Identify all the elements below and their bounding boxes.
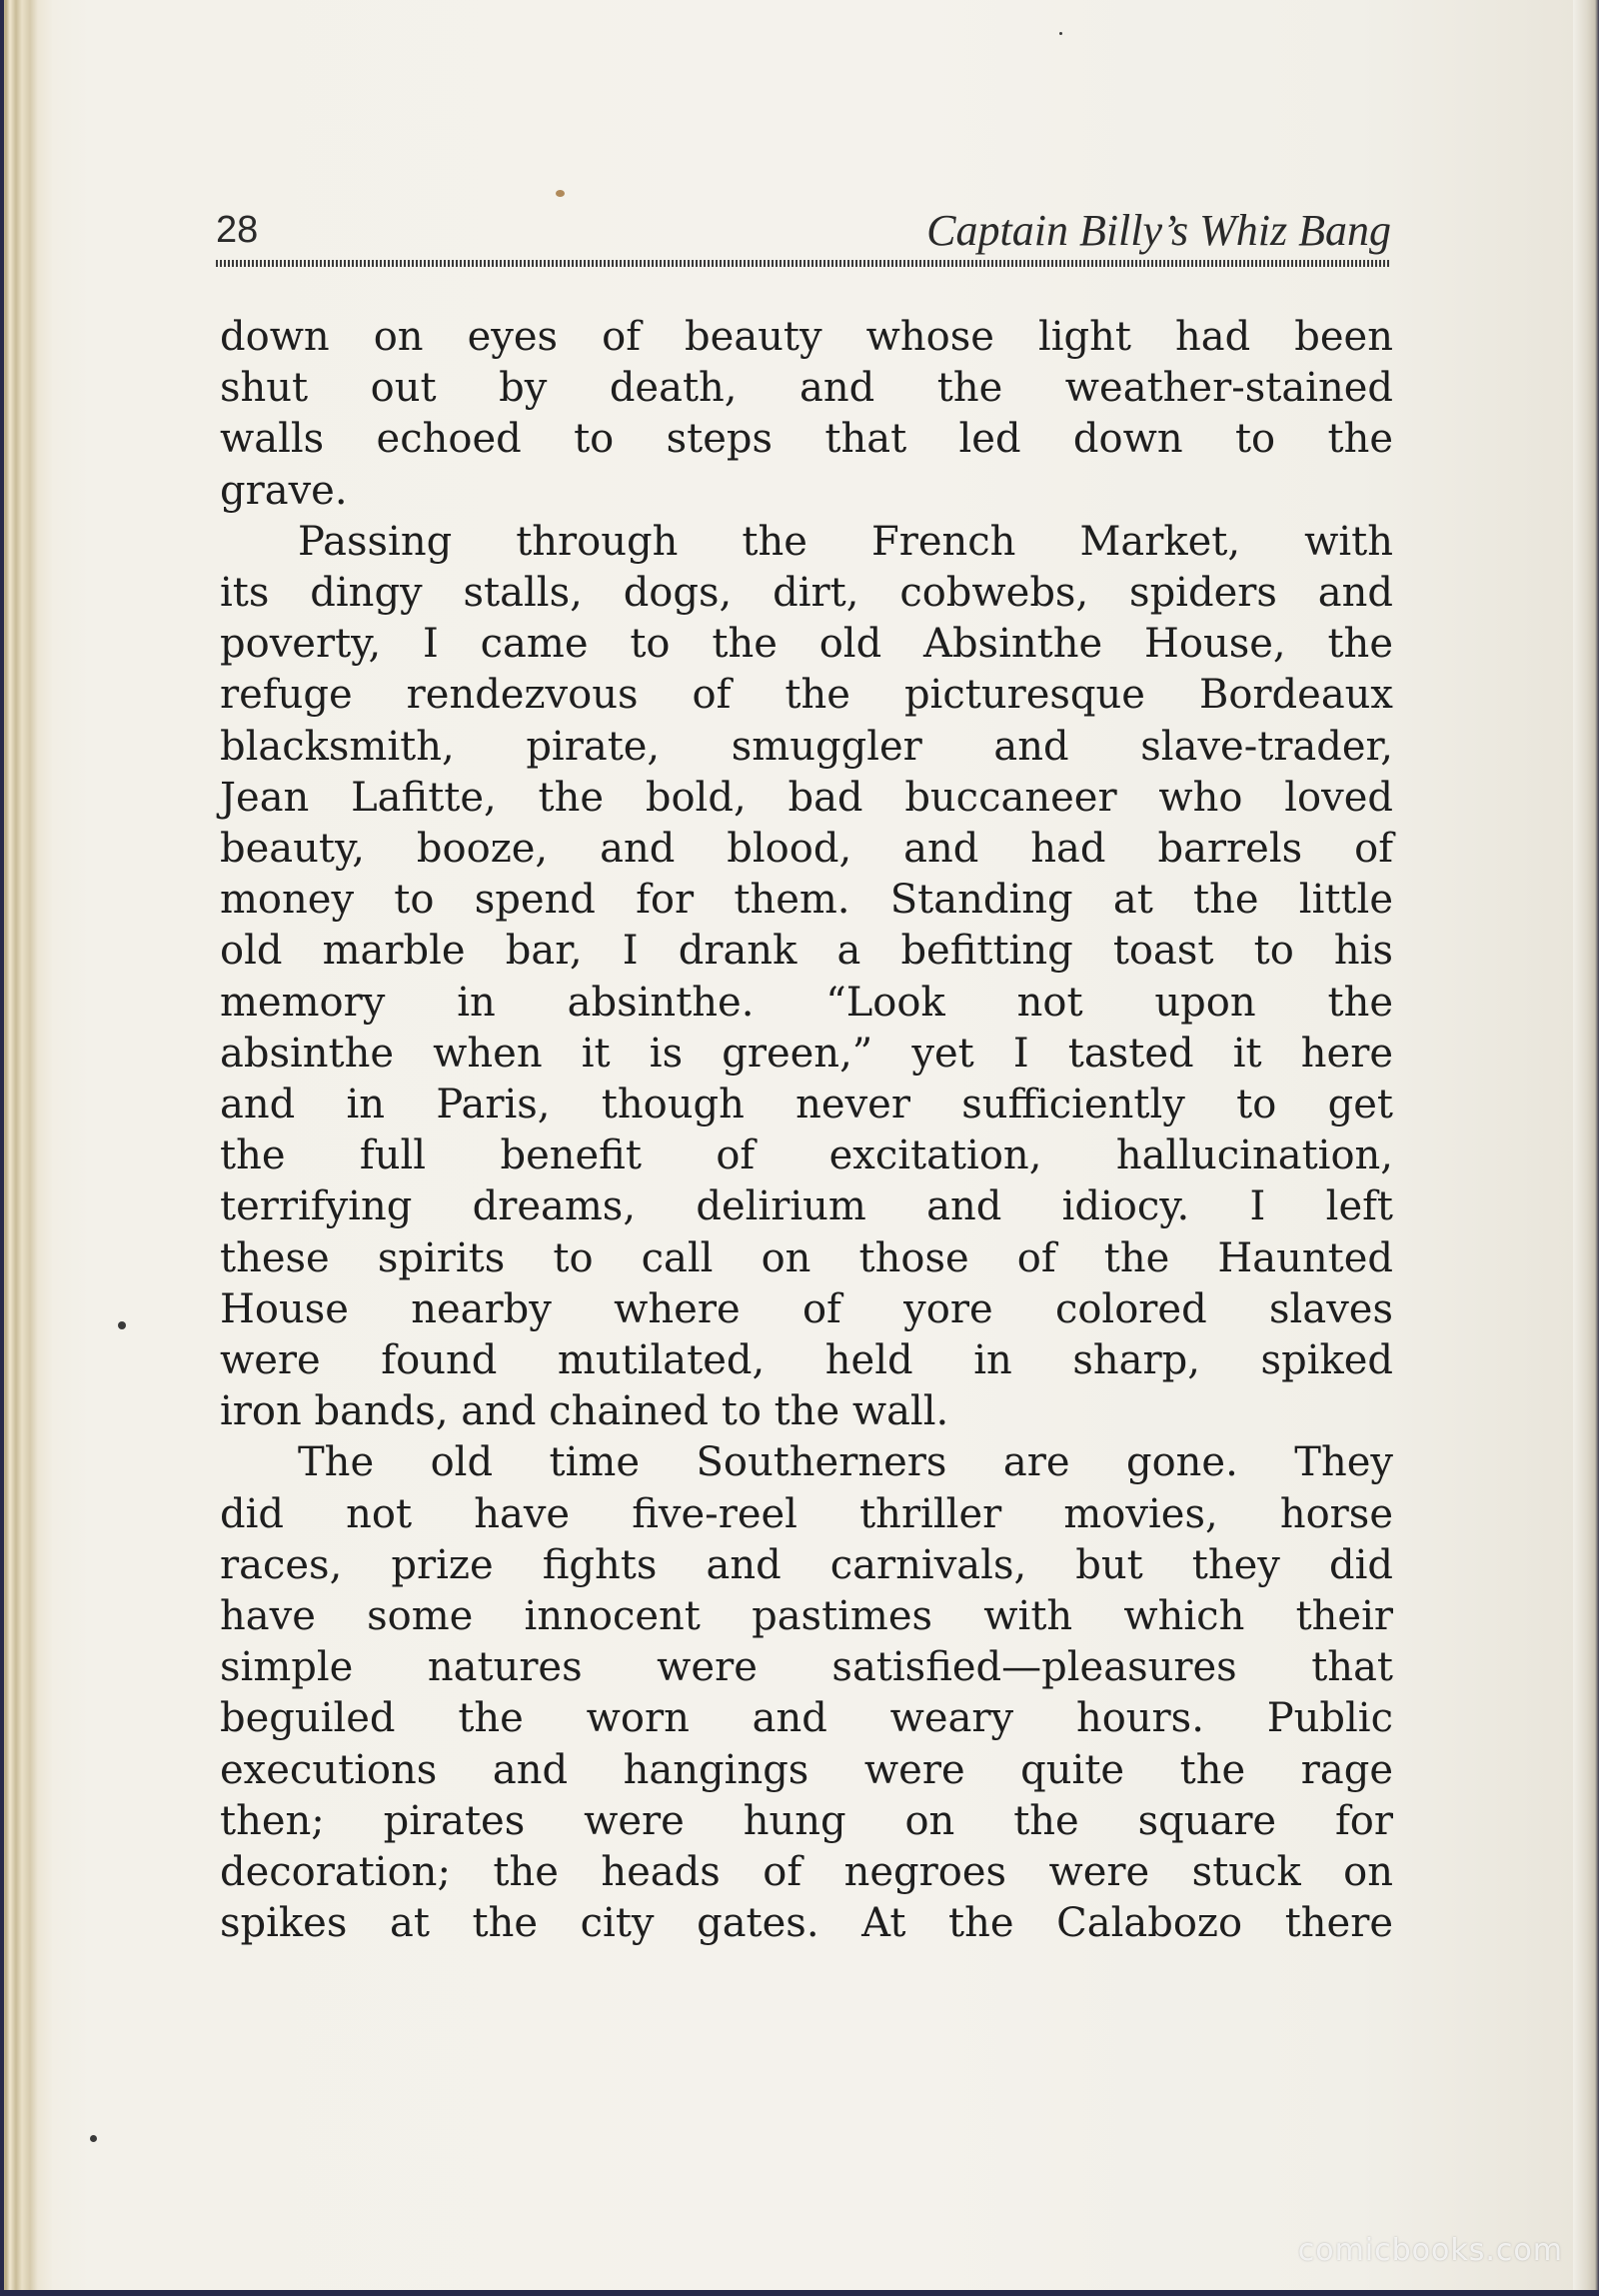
text-line: did not have five-reel thriller movies, horse [220,1490,1393,1537]
page-right-edge [1573,0,1599,2296]
text-line: then; pirates were hung on the square for [220,1797,1393,1844]
text-line: iron bands, and chained to the wall. [220,1388,949,1435]
page-header [216,200,1391,256]
text-line: shut out by death, and the weather-stained [220,365,1393,412]
text-line: House nearby where of yore colored slaves [220,1285,1393,1332]
text-line: old marble bar, I drank a befitting toast to his [220,928,1393,975]
header-rule [216,260,1391,267]
text-line: executions and hangings were quite the rage [220,1746,1393,1793]
text-line: terrifying dreams, delirium and idiocy. I left [220,1183,1393,1230]
text-line: and in Paris, though never sufficiently to get [220,1082,1393,1129]
text-line: beauty, booze, and blood, and had barrels of [220,826,1393,873]
page-spine-shadow [0,0,52,2296]
text-line: Jean Lafitte, the bold, bad buccaneer who loved [220,774,1393,821]
text-line: refuge rendezvous of the picturesque Bordeaux [220,672,1393,719]
text-line: were found mutilated, held in sharp, spiked [220,1337,1393,1384]
text-line: the full benefit of excitation, hallucination, [220,1133,1393,1179]
text-line: Passing through the French Market, with [298,518,1393,565]
ink-speck [118,1321,126,1329]
text-line: decoration; the heads of negroes were stuck on [220,1849,1393,1896]
text-line: these spirits to call on those of the Haunted [220,1234,1393,1281]
text-line: blacksmith, pirate, smuggler and slave-trader, [220,723,1393,770]
text-line: The old time Southerners are gone. They [298,1439,1393,1486]
text-line: down on eyes of beauty whose light had been [220,314,1393,360]
text-line: memory in absinthe. “Look not upon the [220,979,1393,1026]
running-title: Captain Billy’s Whiz Bang [926,206,1391,255]
text-line: races, prize fights and carnivals, but they did [220,1541,1393,1588]
text-line: have some innocent pastimes with which their [220,1593,1393,1640]
body-text [220,312,1393,1950]
text-line: poverty, I came to the old Absinthe House, the [220,621,1393,668]
ink-speck [1059,32,1062,35]
text-line: spikes at the city gates. At the Calabozo there [220,1900,1393,1947]
text-line: its dingy stalls, dogs, dirt, cobwebs, spiders and [220,570,1393,617]
ink-speck [556,190,565,197]
text-line: simple natures were satisfied—pleasures that [220,1644,1393,1691]
page-binding-edge [0,0,4,2296]
watermark: comicbooks.com [1297,2233,1563,2268]
ink-speck [90,2135,97,2142]
text-line: absinthe when it is green,” yet I tasted it here [220,1030,1393,1077]
page-number: 28 [216,209,259,251]
page-bottom-edge [0,2290,1599,2296]
text-line: money to spend for them. Standing at the little [220,877,1393,924]
text-line: walls echoed to steps that led down to the [220,416,1393,463]
text-line: beguiled the worn and weary hours. Public [220,1695,1393,1742]
text-line: grave. [220,467,348,514]
